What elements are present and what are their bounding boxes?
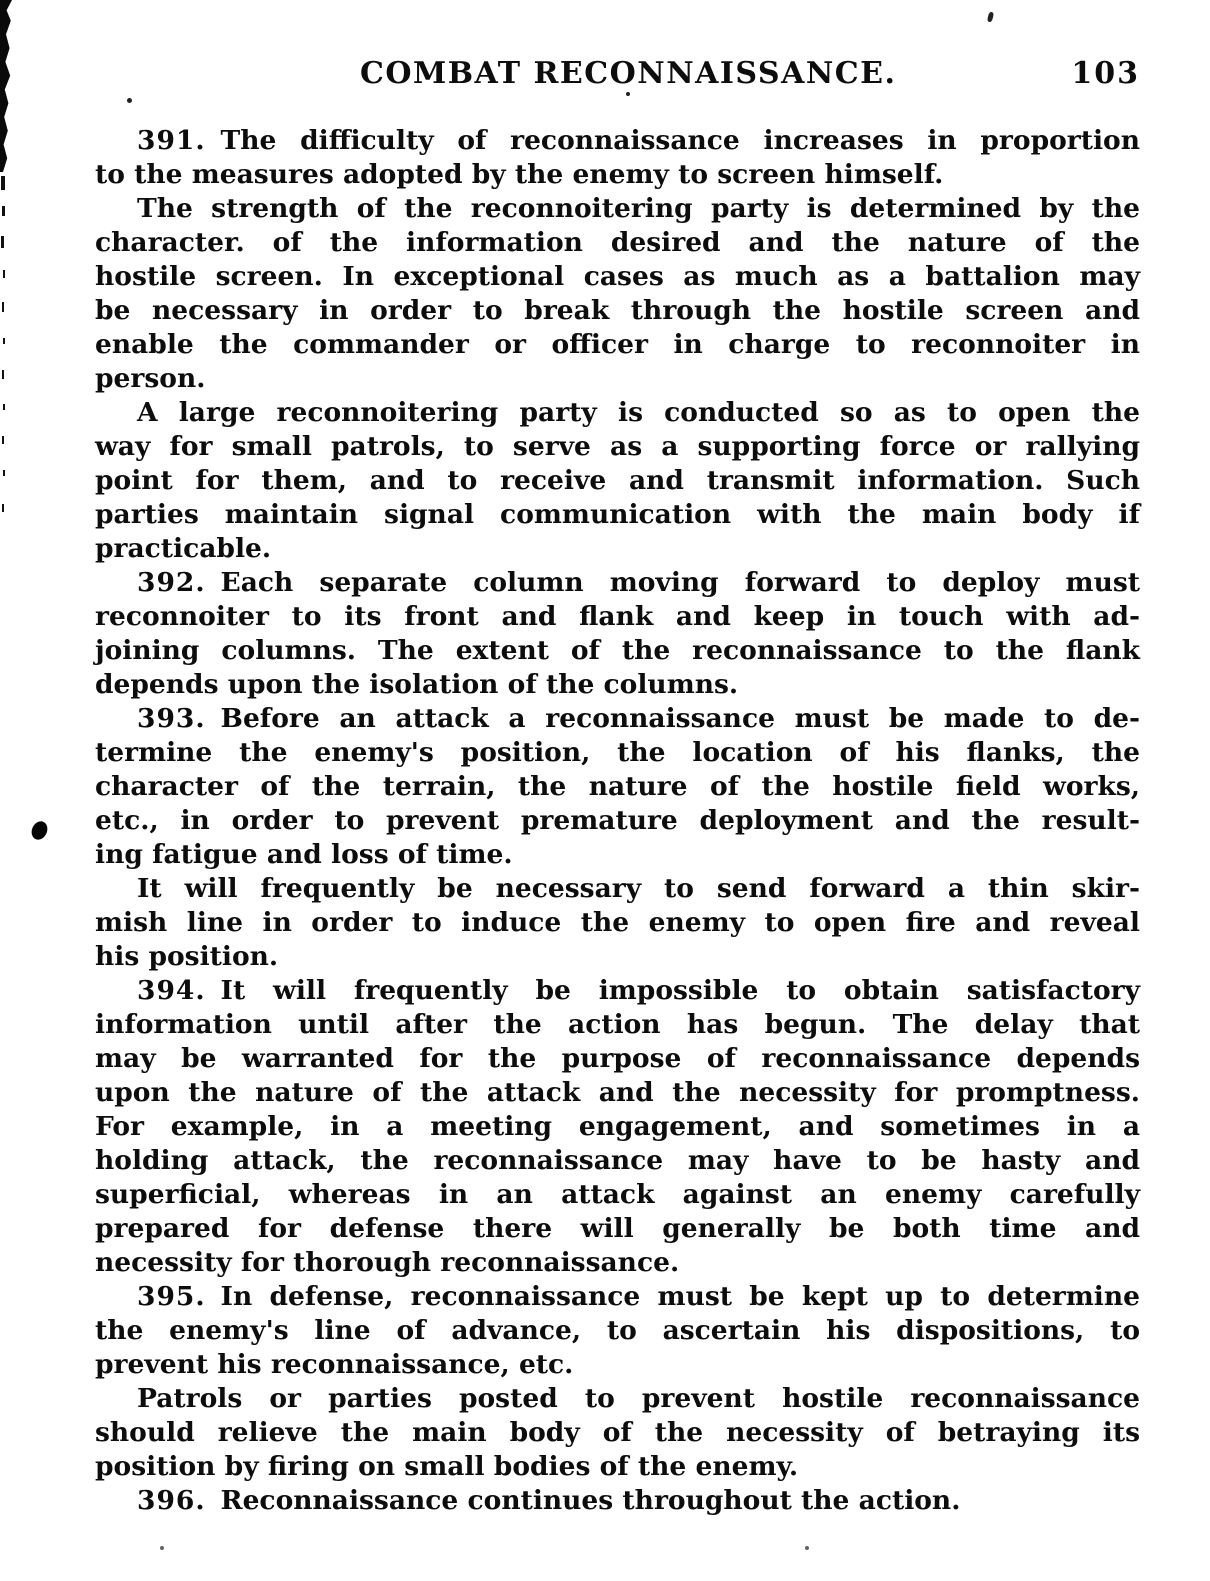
text-line: upon the nature of the attack and the necessity for promptness.: [95, 1077, 1140, 1108]
text-line: necessity for thorough reconnaissance.: [95, 1247, 680, 1278]
paragraph-number: 394.: [137, 975, 206, 1006]
text-line: 392. Each separate column moving forward to deploy must: [137, 567, 1140, 598]
text-line: A large reconnoitering party is conducted so as to open the: [137, 397, 1140, 428]
text-line: be necessary in order to break through the hostile screen and: [95, 295, 1140, 326]
text-line: depends upon the isolation of the columns.: [95, 669, 739, 700]
ink-speck: [987, 12, 994, 23]
text-line: may be warranted for the purpose of reconnaissance depends: [95, 1043, 1140, 1074]
text-line: to the measures adopted by the enemy to screen himself.: [95, 159, 944, 190]
text-line: 394. It will frequently be impossible to obtain satisfactory: [137, 975, 1140, 1006]
paragraph: [95, 566, 1140, 702]
text-line: It will frequently be necessary to send forward a thin skir-: [137, 873, 1140, 904]
text-line: Patrols or parties posted to prevent hostile reconnaissance: [137, 1383, 1140, 1414]
paragraph-number: 393.: [137, 703, 206, 734]
text-line: reconnoiter to its front and flank and keep in touch with ad-: [95, 601, 1140, 632]
paragraph: [95, 1280, 1140, 1382]
ink-speck: [127, 98, 132, 103]
text-line: the enemy's line of advance, to ascertain his dispositions, to: [95, 1315, 1140, 1346]
paragraph: [95, 1382, 1140, 1484]
text-line: parties maintain signal communication with the main body if: [95, 499, 1140, 530]
margin-ink-dot: [29, 819, 50, 842]
scan-edge-artifact: [0, 0, 12, 172]
text-line: practicable.: [95, 533, 272, 564]
paragraph-number: 391.: [137, 125, 206, 156]
text-line: should relieve the main body of the necessity of betraying its: [95, 1417, 1140, 1448]
text-line: position by firing on small bodies of the enemy.: [95, 1451, 799, 1482]
text-line: For example, in a meeting engagement, and sometimes in a: [95, 1111, 1140, 1142]
paragraph: [95, 192, 1140, 396]
text-line: way for small patrols, to serve as a supporting force or rallying: [95, 431, 1140, 462]
scan-edge-tick: [3, 270, 5, 278]
text-line: prevent his reconnaissance, etc.: [95, 1349, 574, 1380]
text-line: character of the terrain, the nature of the hostile field works,: [95, 771, 1140, 802]
scan-edge-tick: [2, 436, 4, 444]
text-line: superficial, whereas in an attack against an enemy carefully: [95, 1179, 1140, 1210]
text-line: etc., in order to prevent premature deployment and the result-: [95, 805, 1140, 836]
page-title: COMBAT RECONNAISSANCE.: [359, 56, 897, 91]
ink-speck: [160, 1546, 164, 1550]
scan-edge-tick: [3, 338, 5, 344]
text-line: The strength of the reconnoitering party is determined by the: [137, 193, 1140, 224]
text-line: enable the commander or officer in charge to reconnoiter in: [95, 329, 1140, 360]
scan-edge-tick: [2, 206, 5, 216]
text-line: his position.: [95, 941, 279, 972]
running-header: [95, 56, 1140, 92]
text-line: person.: [95, 363, 206, 394]
paragraph-number: 395.: [137, 1281, 206, 1312]
text-line: mish line in order to induce the enemy to open fire and reveal: [95, 907, 1140, 938]
ink-speck: [626, 92, 630, 96]
scan-edge-tick: [3, 470, 5, 476]
scan-edge-tick: [2, 504, 4, 512]
text-line: termine the enemy's position, the location of his flanks, the: [95, 737, 1140, 768]
scan-edge-tick: [2, 302, 4, 312]
text-line: information until after the action has begun. The delay that: [95, 1009, 1140, 1040]
text-line: ing fatigue and loss of time.: [95, 839, 513, 870]
text-line: 396. Reconnaissance continues throughout the action.: [137, 1485, 961, 1516]
text-line: hostile screen. In exceptional cases as much as a battalion may: [95, 261, 1140, 292]
paragraph-number: 396.: [137, 1485, 206, 1516]
text-line: character. of the information desired and the nature of the: [95, 227, 1140, 258]
scan-edge-tick: [2, 370, 4, 379]
paragraph: [95, 974, 1140, 1280]
paragraph: [95, 396, 1140, 566]
text-line: 393. Before an attack a reconnaissance must be made to de-: [137, 703, 1140, 734]
text-line: 395. In defense, reconnaissance must be kept up to determine: [137, 1281, 1140, 1312]
paragraph: [95, 1484, 1140, 1518]
text-line: holding attack, the reconnaissance may have to be hasty and: [95, 1145, 1140, 1176]
text-line: 391. The difficulty of reconnaissance increases in proportion: [137, 125, 1140, 156]
text-line: point for them, and to receive and transmit information. Such: [95, 465, 1140, 496]
scan-edge-tick: [1, 176, 5, 190]
page-body: [95, 124, 1140, 1518]
paragraph: [95, 124, 1140, 192]
ink-speck: [805, 1546, 809, 1550]
paragraph-number: 392.: [137, 567, 206, 598]
text-line: joining columns. The extent of the reconnaissance to the flank: [95, 635, 1140, 666]
scan-edge-tick: [3, 404, 5, 410]
scan-edge-tick: [1, 236, 4, 248]
paragraph: [95, 702, 1140, 872]
paragraph: [95, 872, 1140, 974]
page-number: 103: [1071, 56, 1140, 91]
text-line: prepared for defense there will generally be both time and: [95, 1213, 1140, 1244]
